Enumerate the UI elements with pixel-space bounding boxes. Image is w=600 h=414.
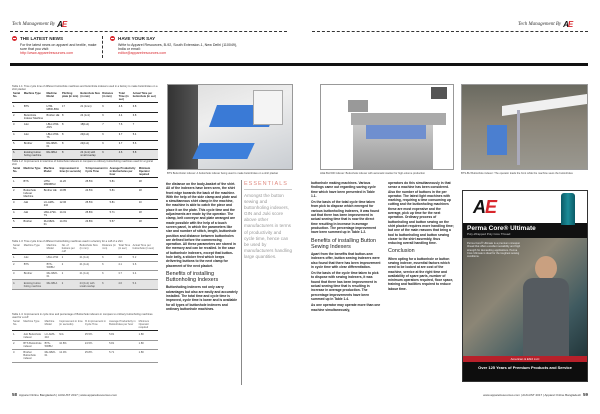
- table-cell: 21 (1x1): [79, 255, 101, 261]
- footer-right: [483, 392, 588, 397]
- table-cell: Juki: [23, 131, 46, 140]
- table-cell: 24 (1x1) with small overlap: [79, 280, 101, 289]
- table-cell: 8: [61, 122, 79, 131]
- table-cell: 5.6: [132, 140, 158, 149]
- have-your-say-email[interactable]: editor@apparelresources.com: [118, 51, 167, 56]
- table-cell: 2.: [12, 112, 23, 121]
- buttonhole-indexer-photo: [167, 84, 293, 170]
- table-cell: 12.0%: [58, 350, 84, 362]
- table-cell: HTM-M800-BSU: [46, 104, 60, 111]
- column-header: Buttonhole Size (in mm): [79, 243, 101, 255]
- paragraph: Buttonholing indexers not only carry advantages but also are easily and accurately installed. The total time and cycle time is improved, cycle time is lower and is available for all types of buttonhole indexers and ordinary buttonhole machines.: [166, 285, 238, 311]
- table-cell: Juki: [23, 122, 46, 131]
- ae-logo: AE: [57, 20, 67, 29]
- column-header: Machine Model: [44, 319, 59, 331]
- table-cell: Juki: [23, 200, 43, 209]
- tech-management-label: [12, 20, 66, 29]
- header-divider: [10, 31, 287, 32]
- table-row: [12, 178, 158, 187]
- table-cell: BTS Buttonhole indexer: [22, 340, 43, 349]
- table-cell: 8: [61, 131, 79, 140]
- table-cell: Existing button holing machine: [23, 280, 46, 289]
- column-header: Serial No.: [12, 91, 23, 103]
- table-cell: Juki Buttonhole indexer: [22, 331, 43, 340]
- latest-news-link[interactable]: http://www.apparelresources.com: [20, 51, 74, 56]
- table-cell: 2.: [12, 261, 23, 270]
- table-cell: LBH-1790-7S: [45, 131, 61, 140]
- table-cell: 3.7: [118, 140, 132, 149]
- table-cell: Juki: [23, 209, 43, 218]
- table-cell: 1.80: [138, 340, 158, 349]
- column-header: Buttonhole Size (in mm): [79, 91, 101, 103]
- table-cell: 5.81: [108, 331, 138, 340]
- table-cell: Existing button holing machine: [23, 150, 46, 159]
- table-cell: 6.8: [132, 103, 158, 112]
- table-cell: 5.57: [109, 218, 138, 227]
- table-cell: 10.85: [59, 187, 85, 199]
- table-cell: Buttonhole Indexer Machine: [23, 187, 43, 199]
- ad-product-name: Perma Core® Ultimate: [467, 225, 536, 232]
- column-header: Actual Time per buttonhole (in sec): [132, 91, 158, 103]
- table-cell: 8: [61, 140, 79, 149]
- table-cell: 3.6: [132, 261, 158, 270]
- table-cell: 8: [61, 150, 79, 159]
- perma-core-advertisement: [462, 190, 588, 382]
- table-cell: 10.8%: [58, 340, 84, 349]
- section-heading: Benefits of installing Button Sewing Indexers: [311, 237, 377, 250]
- footer-left: [12, 392, 117, 397]
- column-header: Improvement in time (in seconds): [58, 319, 84, 331]
- table-cell: 25.5%: [84, 178, 108, 187]
- paragraph: buttonhole making machines. Various findings came out regarding saving cycle time which have been presented in Table 1.1.: [311, 181, 376, 198]
- table-cell: 6: [101, 131, 117, 140]
- table-cell: 2: [61, 255, 79, 261]
- table-row: [12, 270, 158, 279]
- table-cell: 6: [101, 140, 117, 149]
- table-cell: 5.8: [132, 150, 158, 159]
- table-cell: 21 (1x1): [79, 270, 101, 279]
- table-cell: 18(1x1): [79, 122, 101, 131]
- column-header: Distance (in mm): [101, 91, 117, 103]
- article-column-3: [388, 181, 454, 293]
- photo-caption: BTS Buttonholer indexer: A buttonhole indexer being used to make buttonholes on a shirt placket: [167, 172, 279, 175]
- table-cell: 4.6: [118, 103, 132, 112]
- table-cell: 4.6: [117, 280, 131, 289]
- table-cell: 6: [101, 112, 117, 121]
- table-cell: BTS: [23, 178, 43, 187]
- table-cell: 14.01: [59, 209, 85, 218]
- table-cell: N/A: [58, 331, 84, 340]
- table-row: [12, 187, 158, 199]
- column-rule: [241, 180, 242, 385]
- table-cell: 5.71: [109, 209, 138, 218]
- table-row: [12, 103, 158, 112]
- tech-label: Tech Management By: [518, 22, 562, 27]
- table-cell: 5.71: [108, 350, 138, 362]
- page-number: 58: [12, 392, 18, 397]
- column-header: Machine Type: [23, 243, 46, 255]
- column-header: Average Productivity in Buttonholes per hour: [108, 319, 138, 331]
- table-cell: 2: [61, 280, 79, 289]
- table-cell: RH-9820-01: [44, 350, 59, 362]
- data-table: [12, 243, 158, 290]
- table-cell: 4.: [12, 131, 23, 140]
- ad-description: Perma Core® Ultimate is a premium corespun thread that offers excellent sewability and high strength for demanding applications. Perma Core Ultimate is ideal for the toughest sewing conditions.: [467, 242, 521, 259]
- table-cell: 24 (1x1) with small overlap: [79, 150, 101, 159]
- table-row: [12, 122, 158, 131]
- table-cell: 10: [138, 200, 158, 209]
- table-cell: 25.8%: [84, 350, 108, 362]
- column-header: Machine Model: [43, 166, 59, 178]
- column-header: Machine Model: [45, 91, 61, 103]
- column-header: Serial No.: [12, 166, 23, 178]
- table-row: [12, 200, 158, 209]
- table-cell: RH-981A: [45, 150, 61, 159]
- info-divider: [102, 36, 103, 58]
- column-header: Total Time (in sec): [118, 91, 132, 103]
- table-caption: Table 1.1: Time cycle time of different buttonhole machines and buttonhole indexers used in a factory to make buttonholes on a shirt placket: [12, 85, 158, 92]
- table-row: [12, 218, 158, 227]
- table-cell: 7: [132, 122, 158, 131]
- table-cell: LBH-1790-7S: [43, 209, 59, 218]
- table-cell: RH-981A: [46, 280, 61, 289]
- essentials-title: ESSENTIALS: [244, 181, 292, 190]
- ad-subtitle: Poly-Wrapped Poly Core Thread: [467, 232, 511, 236]
- table-cell: 5.4: [132, 131, 158, 140]
- table-cell: LBH-1790: [46, 255, 61, 261]
- table-cell: RH-9820-01: [43, 218, 59, 227]
- table-cell: 2: [61, 270, 79, 279]
- table-cell: 5.81: [108, 340, 138, 349]
- column-header: Minimum Operator required: [138, 319, 158, 331]
- table-cell: 24.5%: [84, 340, 108, 349]
- section-heading: Conclusion: [388, 248, 415, 255]
- essentials-box: [244, 181, 292, 260]
- table-row: [12, 331, 158, 340]
- table-cell: 11.26: [59, 178, 85, 187]
- ae-logo: AE: [473, 197, 497, 217]
- article-column-1: [166, 182, 238, 313]
- table-cell: 3.7: [118, 131, 132, 140]
- table-cell: 14.0%: [59, 218, 85, 227]
- table-cell: 4.: [12, 280, 23, 289]
- table-cell: 6.8: [132, 112, 158, 121]
- table-cell: Brother: [23, 140, 46, 149]
- latest-news-title: THE LATEST NEWS: [20, 36, 64, 41]
- table-row: [12, 280, 158, 289]
- footer-text: www.apparelresources.com | AUGUST 2017 | Apparel Online Bangladesh: [483, 392, 581, 397]
- table-cell: 24 (1x1): [79, 112, 101, 121]
- column-header: Machine Type: [23, 91, 46, 103]
- table-cell: 2.: [12, 340, 22, 349]
- tech-label: Tech Management By: [12, 22, 56, 27]
- table-caption: Table 1.4: Improvement in cycle time and percentage of Buttonhole indexers in compare to ordinary buttonholing machines used for a cuff: [12, 313, 153, 320]
- table-2: [12, 160, 158, 228]
- thread-cone-icon: [561, 193, 575, 225]
- table-cell: 3.4: [132, 270, 158, 279]
- table-cell: Brother HE: [43, 187, 59, 199]
- column-header: Minimum Operator required: [138, 166, 158, 178]
- table-cell: 3.: [12, 200, 23, 209]
- page-number: 59: [582, 392, 588, 397]
- tech-management-label-right: [518, 20, 572, 29]
- column-header: Serial No.: [12, 319, 22, 331]
- table-1: [12, 85, 158, 160]
- table-cell: 23.8%: [84, 218, 108, 227]
- table-cell: 6: [101, 280, 117, 289]
- paragraph: As one operator may operate more than one machine simultaneously,: [311, 303, 381, 312]
- have-your-say-title: HAVE YOUR SAY: [118, 36, 156, 41]
- have-your-say-text: Write to Apparel Resources, B-92, South Extension-1, New Delhi (110049), India or email:: [118, 43, 238, 52]
- table-cell: Buttonhole Indexer Machine: [23, 112, 46, 121]
- table-cell: 21 (1mm): [79, 103, 101, 112]
- table-cell: 4.1: [117, 261, 131, 270]
- table-cell: 24.5%: [84, 187, 108, 199]
- table-cell: RH-9820-01: [45, 140, 61, 149]
- paragraph: On the basis of the cycle time taken to pick to dispose with sewing indexers, it was found that there has been improvement in actual sewing time that is resulting in increase in average production. The percentage improvements have been summed up in Table 1.4.: [311, 271, 379, 301]
- paragraph: On the basis of the total cycle time taken from pick to dispose which emerged for various buttonholing indexers, it was found out that there has been improvement in actual sewing time that is now the direct time resulting in increase in average production. The percentage improvement have been summed up in Table 1.2.: [311, 200, 380, 235]
- table-cell: 4.4: [118, 112, 132, 121]
- table-cell: BTS: [23, 261, 46, 270]
- arrow-icon: [110, 36, 115, 41]
- column-header: Machine Type: [22, 319, 43, 331]
- ae-logo: AE: [563, 20, 573, 29]
- section-heading: Benefits of installing Buttonholing Indexers: [166, 270, 219, 284]
- column-header: Pitching plate (in mm): [61, 91, 79, 103]
- table-cell: Brother: [23, 218, 43, 227]
- table-cell: 6: [101, 255, 117, 261]
- have-your-say-box: [110, 36, 240, 56]
- table-row: [12, 112, 158, 121]
- table-cell: 5.81: [109, 187, 138, 199]
- table-cell: 3.: [12, 350, 22, 362]
- table-cell: LBH-1790-ANS: [45, 122, 61, 131]
- column-header: No. of buttons per cuff: [61, 243, 79, 255]
- table-row: [12, 150, 158, 159]
- table-cell: BTS-500BU: [46, 261, 61, 270]
- table-row: [12, 209, 158, 218]
- section-bar: [10, 63, 588, 66]
- table-cell: HTM-M800BSU: [43, 178, 59, 187]
- table-header-row: [12, 91, 158, 103]
- table-cell: 4.6: [117, 255, 131, 261]
- essentials-text: Amongst the button sewing and buttonholing indexers, GIN and Juki score above other manufacturers in terms of productivity and cycle time, hence can be used by manufacturers handling large quantities.: [244, 193, 293, 259]
- latest-news-box: [12, 36, 102, 56]
- table-4: [12, 313, 158, 363]
- table-row: [12, 350, 158, 362]
- table-cell: 5.: [12, 140, 23, 149]
- table-cell: 25.5%: [84, 331, 108, 340]
- ad-photo: [463, 238, 587, 356]
- table-cell: Brother: [23, 270, 46, 279]
- table-cell: 1.: [12, 255, 23, 261]
- table-cell: 5.: [12, 218, 23, 227]
- table-cell: 25.8%: [84, 209, 108, 218]
- table-row: [12, 140, 158, 149]
- ad-tagline: Over 125 Years of Premium Products and Service: [478, 365, 572, 370]
- table-header-row: [12, 243, 158, 255]
- table-cell: 18: [138, 218, 158, 227]
- table-cell: Brother Buttonhole indexer: [22, 350, 43, 362]
- table-cell: RH-9820-01: [46, 270, 61, 279]
- column-header: Average Productivity in Buttonholes per hour: [109, 166, 138, 178]
- column-header: Machine Type: [23, 166, 43, 178]
- table-cell: LU-AMS-210: [43, 200, 59, 209]
- table-cell: 2.: [12, 187, 23, 199]
- latest-news-text: For the latest news on apparel and textile, make sure that you visit:: [20, 43, 97, 52]
- column-header: Distance (in mm): [101, 243, 117, 255]
- column-header: % Improvement in Cycle Time: [84, 319, 108, 331]
- table-cell: 4.6: [118, 150, 132, 159]
- table-row: [12, 261, 158, 270]
- table-cell: 6: [101, 150, 117, 159]
- table-cell: 1.: [12, 331, 22, 340]
- table-cell: 24(1x1): [79, 131, 101, 140]
- data-table: [12, 319, 158, 362]
- paragraph: the distance on the body-basket of the shirt. All of the indexers have been seen, the shirt front edge towards the back of the machine. With the help of the side clamp and plate and a simultaneous shirt clamp in the machine, the machine is able to catch the piece and place it on the plate. This cycle time and the adjustments are made by the operator. The clamp, belt conveyor and plate arranged are made possible with the help of a touch screen panel, in which the parameters like size and number of stitch, length, buttonhole position and distance between buttonholes are defined before the commencing operation. All these parameters are stored in the memory and can be recalled. In the case of buttonhole indexers, except that button-hole belly, a sticker feed which keeps delivering buttons to the next clamp for placement of the next placket.: [166, 182, 237, 268]
- table-cell: 6: [101, 103, 117, 112]
- table-header-row: [12, 166, 158, 178]
- arrow-icon: [12, 36, 17, 41]
- photo-caption: HAE BH-500 Indexer: Buttonhole indexer with automatic stacker for high-volume production: [320, 172, 426, 175]
- table-cell: 8: [61, 112, 79, 121]
- table-cell: Brother HE: [45, 112, 61, 121]
- column-header: Actual Time per buttonhole (in sec): [132, 243, 158, 255]
- table-caption: Table 1.2: Improvement in total time of buttonhole indexers in compare to ordinary buttonholing machines used for a typical shirt: [12, 160, 153, 167]
- table-cell: 3.7: [117, 270, 131, 279]
- table-cell: 5.2: [132, 255, 158, 261]
- ad-company: American & Efird LLC: [463, 356, 587, 362]
- photo-2-block: [320, 84, 454, 175]
- ad-header: [463, 191, 587, 223]
- paragraph: When opting for a buttonhole or button sewing indexer, essential factors which need to be looked at are cost of the machine, service at the right time and availability of spare parts, number of minimum operators required, floor space, training and facilities required to reduce labour time.: [388, 256, 454, 291]
- table-cell: 18: [138, 178, 158, 187]
- data-table: [12, 166, 158, 228]
- photo-caption: BTS-BU Buttonhole indexer: The operator loads the front while the machine sews the buttonholes: [461, 172, 573, 175]
- indexer-machine-photo: [320, 84, 454, 170]
- table-cell: 18: [138, 209, 158, 218]
- table-cell: BTS-500BU: [44, 340, 59, 349]
- table-cell: 3.: [12, 122, 23, 131]
- table-3: [12, 240, 158, 290]
- table-cell: 1.: [12, 103, 23, 112]
- table-cell: 7.6: [118, 122, 132, 131]
- table-cell: 7: [101, 122, 117, 131]
- data-table: [12, 91, 158, 159]
- table-cell: 21 (1x1): [79, 261, 101, 270]
- table-cell: 5.4: [132, 280, 158, 289]
- table-cell: 17: [61, 103, 79, 112]
- photo-1-block: [167, 84, 293, 175]
- column-header: Machine Model: [46, 243, 61, 255]
- table-cell: 1.80: [138, 331, 158, 340]
- ad-title-area: [463, 223, 587, 238]
- photo-3-block: [461, 84, 588, 175]
- table-cell: 1.80: [138, 350, 158, 362]
- table-cell: 5.81: [109, 178, 138, 187]
- table-cell: 12.06: [59, 200, 85, 209]
- footer-text: Apparel Online Bangladesh | AUGUST 2017 | www.apparelresources.com: [19, 392, 118, 397]
- table-cell: 1.: [12, 178, 23, 187]
- table-cell: 6.: [12, 150, 23, 159]
- header-divider: [312, 31, 588, 32]
- table-cell: Juki: [23, 255, 46, 261]
- table-row: [12, 340, 158, 349]
- column-header: % Improvement in Cycle Time: [84, 166, 108, 178]
- table-cell: 24(1x1): [79, 140, 101, 149]
- paragraph: Apart from the benefits that button-sew indexers offer, button sewing indexers were also found that there has been improvement in cycle time with clear differentiation.: [311, 251, 381, 269]
- table-caption: Table 1.3: Time cycle time of different buttonholing machines used in a factory for a cuff of a shirt: [12, 240, 123, 243]
- table-cell: 5.81: [109, 200, 138, 209]
- table-cell: 25.5%: [84, 200, 108, 209]
- table-cell: LU-AMS-210: [44, 331, 59, 340]
- column-header: Improvement in time (in seconds): [59, 166, 85, 178]
- table-cell: 6: [101, 261, 117, 270]
- column-header: Total Time (in sec): [117, 243, 131, 255]
- article-column-2: [311, 181, 381, 314]
- table-cell: BTS: [23, 103, 46, 112]
- table-cell: 3.: [12, 270, 23, 279]
- factory-indexer-photo: [461, 84, 588, 170]
- table-row: [12, 131, 158, 140]
- table-cell: 4.: [12, 209, 23, 218]
- table-header-row: [12, 319, 158, 331]
- column-header: Serial No.: [12, 243, 23, 255]
- table-cell: 2: [61, 261, 79, 270]
- paragraph: operators do this simultaneously in that sense a machine has been considered. Also the number of buttons in the per operator. The latest light machines with marking, requiring a time consuming up cutting and the buttonholing machines these are most expensive and the average, pick up time for the next operation. Ordinary process of buttonholing and button sewing on the shirt placket requires more handling time; but one of the main reasons that bring a tool to buttonholing and button sewing closer to the shirt assembly, thus reducing overall handling time.: [388, 181, 454, 246]
- table-cell: 18: [138, 187, 158, 199]
- table-cell: 6: [101, 270, 117, 279]
